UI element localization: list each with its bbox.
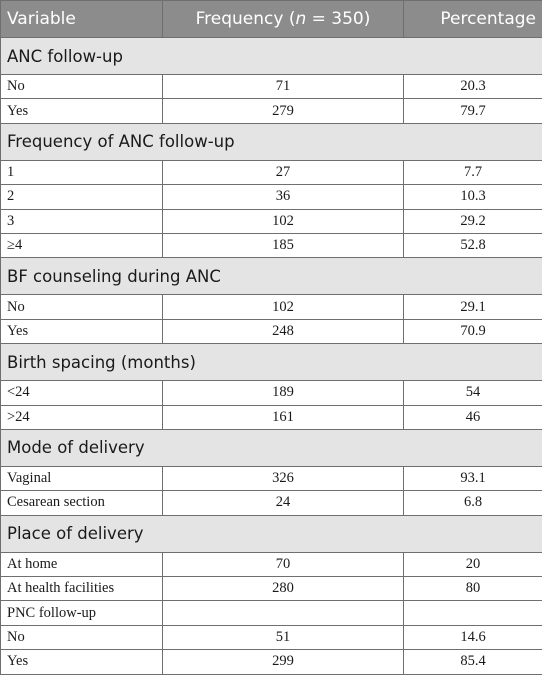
row-label: Yes (1, 99, 163, 123)
row-frequency: 70 (163, 552, 404, 576)
row-frequency: 27 (163, 160, 404, 184)
row-frequency: 299 (163, 650, 404, 674)
section-row (1, 344, 542, 381)
row-percentage: 20 (404, 552, 542, 576)
section-title: Frequency of ANC follow-up (1, 123, 542, 160)
row-frequency: 102 (163, 209, 404, 233)
row-label: 1 (1, 160, 163, 184)
table-row (1, 160, 542, 184)
row-label: No (1, 75, 163, 99)
row-percentage: 79.7 (404, 99, 542, 123)
row-percentage: 52.8 (404, 233, 542, 257)
row-frequency: 326 (163, 466, 404, 490)
row-frequency (163, 601, 404, 625)
row-label: 2 (1, 185, 163, 209)
row-label: PNC follow-up (1, 601, 163, 625)
row-frequency: 279 (163, 99, 404, 123)
section-row (1, 515, 542, 552)
row-label: >24 (1, 405, 163, 429)
table-row (1, 319, 542, 343)
table-row (1, 466, 542, 490)
row-label: At health facilities (1, 577, 163, 601)
table-row (1, 491, 542, 515)
row-percentage: 85.4 (404, 650, 542, 674)
row-percentage: 70.9 (404, 319, 542, 343)
row-label: At home (1, 552, 163, 576)
table-row (1, 295, 542, 319)
row-label: No (1, 625, 163, 649)
row-percentage: 29.1 (404, 295, 542, 319)
section-title: ANC follow-up (1, 38, 542, 75)
row-frequency: 161 (163, 405, 404, 429)
table-row (1, 185, 542, 209)
section-row (1, 429, 542, 466)
section-title: Birth spacing (months) (1, 344, 542, 381)
row-frequency: 248 (163, 319, 404, 343)
row-frequency: 51 (163, 625, 404, 649)
row-frequency: 71 (163, 75, 404, 99)
row-percentage: 93.1 (404, 466, 542, 490)
table-row (1, 99, 542, 123)
header-frequency-prefix: Frequency ( (196, 9, 296, 29)
row-percentage: 46 (404, 405, 542, 429)
row-frequency: 185 (163, 233, 404, 257)
table-row (1, 209, 542, 233)
header-variable: Variable (1, 1, 163, 38)
section-row (1, 258, 542, 295)
row-percentage: 14.6 (404, 625, 542, 649)
row-frequency: 24 (163, 491, 404, 515)
row-label: ≥4 (1, 233, 163, 257)
header-frequency (163, 1, 404, 38)
row-percentage: 10.3 (404, 185, 542, 209)
row-percentage: 80 (404, 577, 542, 601)
row-percentage (404, 601, 542, 625)
table-row (1, 601, 542, 625)
section-row (1, 123, 542, 160)
row-label: Yes (1, 319, 163, 343)
row-label: Cesarean section (1, 491, 163, 515)
row-percentage: 6.8 (404, 491, 542, 515)
header-row (1, 1, 542, 38)
table-row (1, 552, 542, 576)
row-label: 3 (1, 209, 163, 233)
table-header (1, 1, 542, 38)
row-percentage: 54 (404, 381, 542, 405)
row-percentage: 7.7 (404, 160, 542, 184)
header-frequency-suffix: = 350) (306, 9, 370, 29)
row-percentage: 29.2 (404, 209, 542, 233)
section-title: BF counseling during ANC (1, 258, 542, 295)
header-percentage: Percentage (404, 1, 542, 38)
row-label: Yes (1, 650, 163, 674)
table-row (1, 381, 542, 405)
table-row (1, 75, 542, 99)
row-frequency: 280 (163, 577, 404, 601)
row-percentage: 20.3 (404, 75, 542, 99)
table-row (1, 625, 542, 649)
row-frequency: 36 (163, 185, 404, 209)
table-row (1, 233, 542, 257)
row-label: <24 (1, 381, 163, 405)
table-row (1, 577, 542, 601)
row-label: No (1, 295, 163, 319)
row-frequency: 189 (163, 381, 404, 405)
row-frequency: 102 (163, 295, 404, 319)
table-row (1, 650, 542, 674)
table-body (1, 38, 542, 675)
section-title: Mode of delivery (1, 429, 542, 466)
section-title: Place of delivery (1, 515, 542, 552)
header-frequency-n: n (295, 9, 306, 29)
table-row (1, 405, 542, 429)
row-label: Vaginal (1, 466, 163, 490)
section-row (1, 38, 542, 75)
